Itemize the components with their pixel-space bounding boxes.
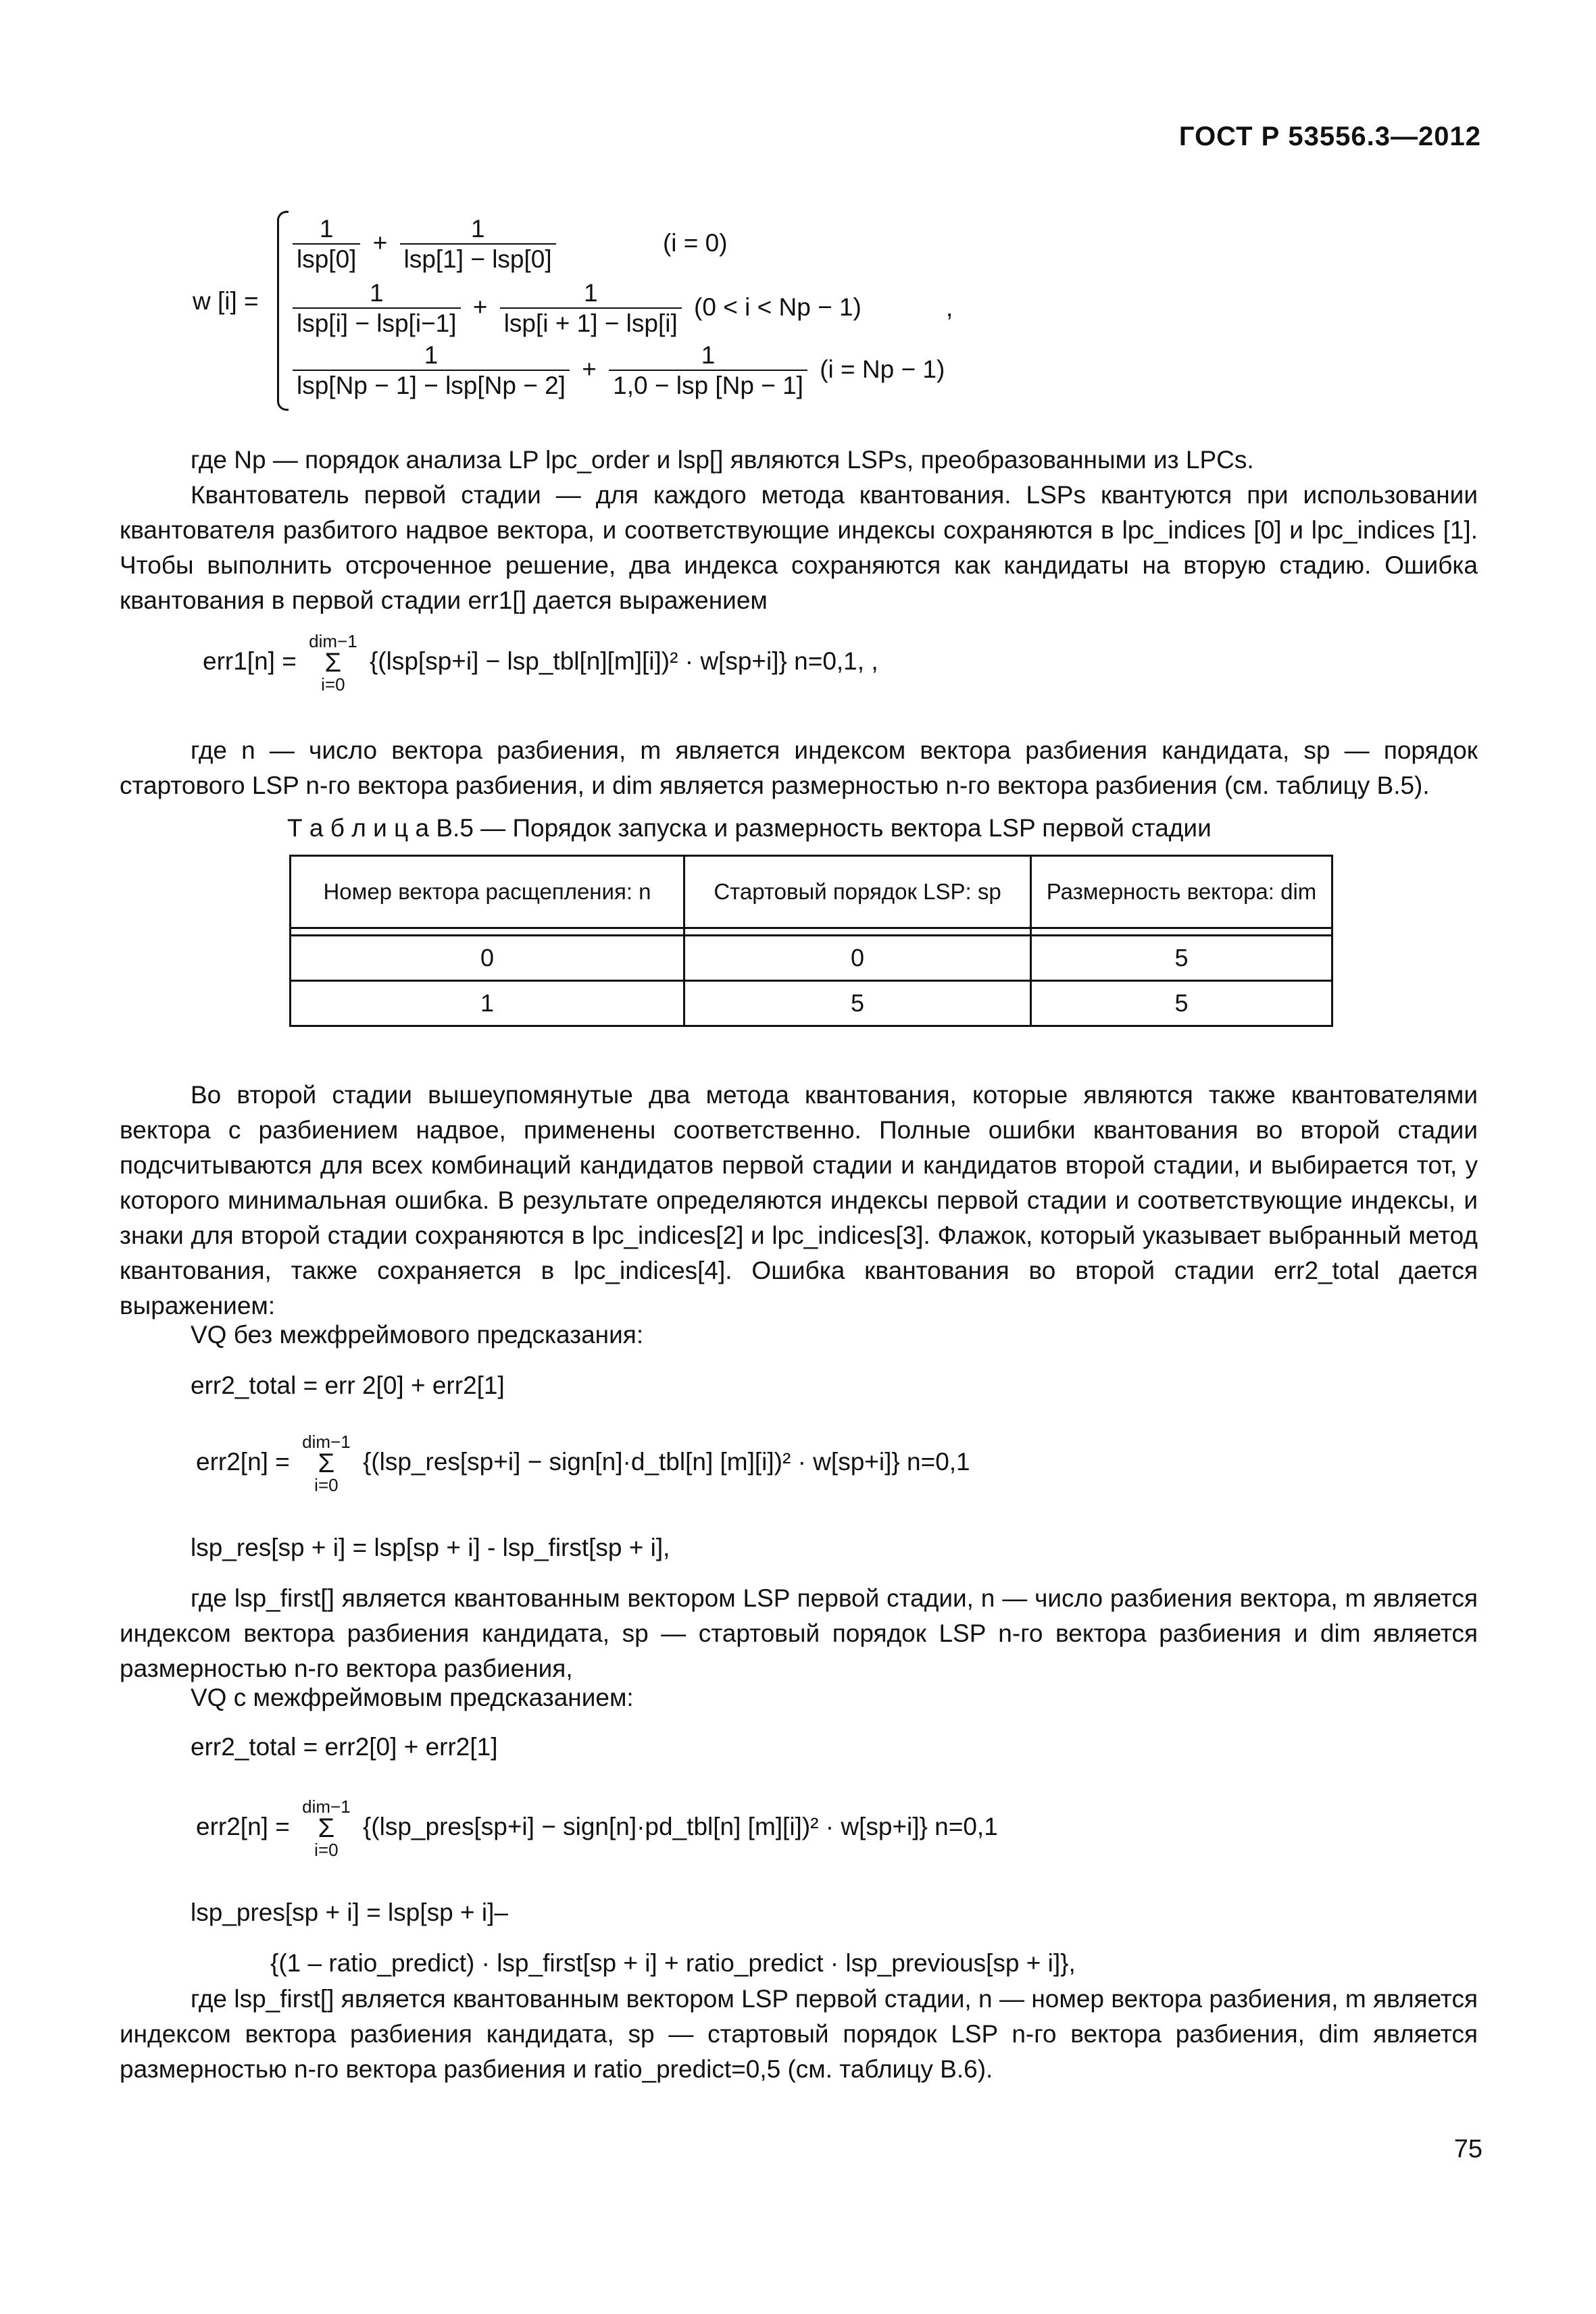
table-cell: 5 <box>1031 936 1332 981</box>
table-row <box>291 981 1332 1026</box>
vq2-pres-line2: {(1 – ratio_predict) · lsp_first[sp + i] + ratio_predict · lsp_previous[sp + i]}, <box>270 1949 1076 1977</box>
table-cell: 5 <box>684 981 1031 1026</box>
table-cell: 1 <box>291 981 684 1026</box>
paragraph: Квантователь первой стадии — для каждого метода квантования. LSPs квантуются при использовании квантователя разбитого надвое вектора, и соответствующие индексы сохраняются в lpc_indices [0] и lpc_indices [1]. Чтобы выполнить отсроченное решение, два индекса сохраняются как кандидаты на вторую стадию. Ошибка квантования в первой стадии err1[] дается выражением <box>120 481 1478 614</box>
condition: (i = 0) <box>662 228 728 257</box>
vq2-title: VQ с межфреймовым предсказанием: <box>191 1684 634 1711</box>
formula-err2-a <box>196 1432 970 1494</box>
vq2-total: err2_total = err2[0] + err2[1] <box>191 1733 498 1761</box>
fraction: $\frac{1}{\text{lsp[Np − 1] − lsp[Np − 2]}}$ <box>293 341 570 401</box>
table-header-cell: Стартовый порядок LSP: sp <box>684 856 1031 928</box>
paragraph: где Np — порядок анализа LP lpc_order и lsp[] являются LSPs, преобразованными из LPCs. <box>191 446 1254 474</box>
table-b5 <box>289 855 1333 1027</box>
formula-body: {(lsp_pres[sp+i] − sign[n]·pd_tbl[n] [m][i])² · w[sp+i]} n=0,1 <box>362 1812 998 1840</box>
summation-sign: dim−1 Σ i=0 <box>302 1796 351 1860</box>
table-row <box>291 936 1332 981</box>
fraction: $\frac{1}{\text{1,0 − lsp [Np − 1]}}$ <box>609 341 807 401</box>
formula-lhs: err1[n] = <box>203 647 297 675</box>
table-cell: 5 <box>1031 981 1332 1026</box>
vq2-pres-line1: lsp_pres[sp + i] = lsp[sp + i]– <box>191 1898 508 1926</box>
summation-sign: dim−1 Σ i=0 <box>302 1432 351 1495</box>
paragraph: где lsp_first[] является квантованным вектором LSP первой стадии, n — номер вектора разбиения, m является индексом вектора разбиения кандидата, sp — стартовый порядок LSP n-го вектора разбиения, dim является размерностью n-го вектора разбиения и ratio_predict=0,5 (см. таблицу В.6). <box>120 1985 1478 2083</box>
vq1-res: lsp_res[sp + i] = lsp[sp + i] - lsp_first[sp + i], <box>191 1534 670 1561</box>
formula-w-row3: $\frac{1}{\text{lsp[Np − 1] − lsp[Np − 2]}}$ + $\frac{1}{\text{1,0 − lsp [Np − 1]}}$ (i = Np − 1) <box>287 341 945 401</box>
document-code-header: ГОСТ Р 53556.3—2012 <box>1178 122 1481 151</box>
fraction: $\frac{1}{\text{lsp[i + 1] − lsp[i]}}$ <box>500 279 682 338</box>
table-cell: 0 <box>291 936 684 981</box>
table-caption: Т а б л и ц а В.5 — Порядок запуска и размерность вектора LSP первой стадии <box>287 814 1212 842</box>
condition: (i = Np − 1) <box>820 355 945 383</box>
table-cell: 0 <box>684 936 1031 981</box>
formula-w-row2: $\frac{1}{\text{lsp[i] − lsp[i−1]}}$ + $\frac{1}{\text{lsp[i + 1] − lsp[i]}}$ (0 < i < Np − 1) <box>287 279 862 338</box>
table-header-cell: Номер вектора расщепления: n <box>291 856 684 928</box>
formula-lhs: err2[n] = <box>196 1812 290 1840</box>
paragraph: где lsp_first[] является квантованным вектором LSP первой стадии, n — число разбиения вектора, m является индексом вектора разбиения кандидата, sp — стартовый порядок LSP n-го вектора разбиения и dim является размерностью n-го вектора разбиения, <box>120 1584 1478 1682</box>
formula-w-row1: $\frac{1}{\text{lsp[0]}}$ + $\frac{1}{\text{lsp[1] − lsp[0]}}$ (i = 0) <box>287 215 728 274</box>
vq1-total: err2_total = err 2[0] + err2[1] <box>191 1372 505 1399</box>
vq1-title: VQ без межфреймового предсказания: <box>191 1321 644 1349</box>
formula-err1 <box>203 632 878 694</box>
formula-body: {(lsp_res[sp+i] − sign[n]·d_tbl[n] [m][i])² · w[sp+i]} n=0,1 <box>362 1447 970 1476</box>
fraction: $\frac{1}{\text{lsp[1] − lsp[0]}}$ <box>400 215 556 274</box>
formula-w-lhs: w [i] = <box>193 287 259 315</box>
summation-sign: dim−1 Σ i=0 <box>309 631 357 695</box>
formula-err2-b <box>196 1797 998 1859</box>
paragraph: где n — число вектора разбиения, m является индексом вектора разбиения кандидата, sp — порядок стартового LSP n-го вектора разбиения, и dim является размерностью n-го вектора разбиения (см. таблицу В.5). <box>120 736 1478 799</box>
table-header-cell: Размерность вектора: dim <box>1031 856 1332 928</box>
formula-w-comma: , <box>946 294 953 322</box>
formula-body: {(lsp[sp+i] − lsp_tbl[n][m][i])² · w[sp+i]} n=0,1, , <box>369 647 878 675</box>
fraction: $\frac{1}{\text{lsp[0]}}$ <box>293 215 360 274</box>
fraction: $\frac{1}{\text{lsp[i] − lsp[i−1]}}$ <box>293 279 461 338</box>
condition: (0 < i < Np − 1) <box>694 293 862 321</box>
paragraph: Во второй стадии вышеупомянутые два метода квантования, которые являются также квантователями вектора с разбиением надвое, применены соответственно. Полные ошибки квантования во второй стадии подсчитываются для всех комбинаций кандидатов первой стадии и кандидатов второй стадии, и выбирается тот, у которого минимальная ошибка. В результате определяются индексы первой стадии и соответствующие индексы, и знаки для второй стадии сохраняются в lpc_indices[2] и lpc_indices[3]. Флажок, который указывает выбранный метод квантования, также сохраняется в lpc_indices[4]. Ошибка квантования во второй стадии err2_total дается выражением: <box>120 1081 1478 1319</box>
page-number: 75 <box>1453 2135 1482 2163</box>
formula-lhs: err2[n] = <box>196 1447 290 1476</box>
